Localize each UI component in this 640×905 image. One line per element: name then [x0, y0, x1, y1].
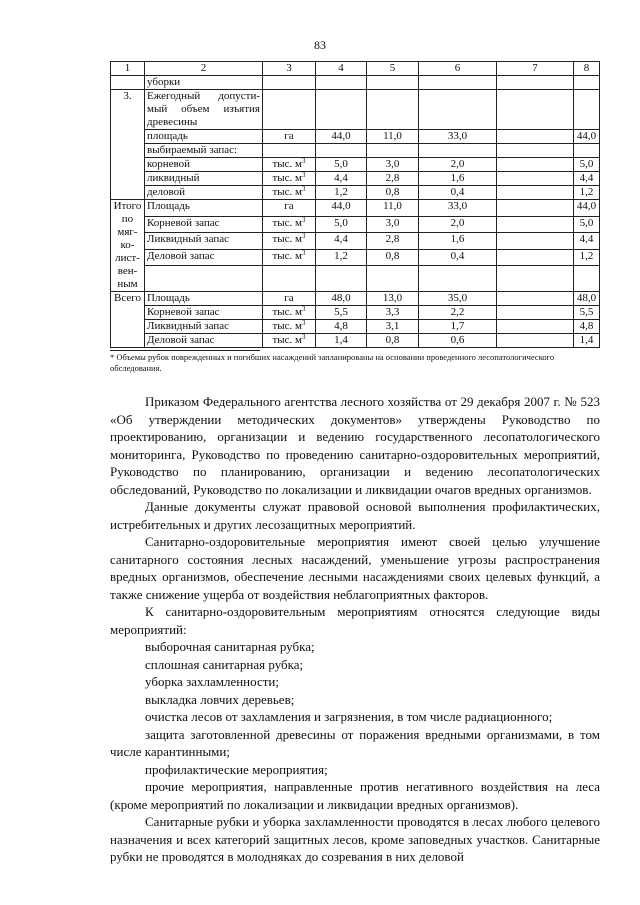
unit-text: тыс. м — [272, 320, 303, 332]
group-label-line: по мяг- — [117, 213, 138, 238]
cell-group — [111, 158, 145, 172]
cell-empty — [497, 266, 574, 292]
cell-empty — [497, 158, 574, 172]
unit-text: тыс. м — [272, 249, 303, 262]
cell-unit — [263, 292, 316, 306]
footnote-rule — [110, 350, 260, 351]
cell-value: 1,2 — [316, 249, 367, 266]
group-label-itogo — [111, 200, 145, 292]
col-header: 1 — [111, 62, 145, 76]
unit-superscript: 3 — [302, 157, 306, 165]
cell-unit — [263, 216, 316, 233]
unit-superscript: 3 — [302, 319, 306, 327]
cell-value: 0,8 — [367, 249, 419, 266]
cell-empty — [497, 249, 574, 266]
paragraph: Санитарные рубки и уборка захламленности проводятся в лесах любого целевого назначения и всех категорий защитных лесов, кроме заповедных участков. Санитарные рубки не проводятся в молодняках до созревания в них деловой — [110, 814, 600, 864]
table-header-row — [111, 62, 600, 76]
cell-empty — [497, 186, 574, 200]
list-item: сплошная санитарная рубка; — [145, 656, 304, 672]
table-row — [111, 266, 600, 292]
harvest-table — [110, 61, 600, 348]
cell-unit — [263, 306, 316, 320]
cell-label: Площадь — [145, 200, 263, 217]
paragraph: Санитарно-оздоровительные мероприятия имеют своей целью улучшение санитарного состояния лесных насаждений, уменьшение угрозы распространения вредных организмов, обеспечение лесными насаждениями своих целевых функций, а также снижение ущерба от воздействия неблагоприятных факторов. — [110, 534, 600, 602]
paragraph: Приказом Федерального агентства лесного хозяйства от 29 декабря 2007 г. № 523 «Об утверждении методических документов» утверждены Руководство по проектированию, организации и ведению государственного лесопатологического мониторинга, Руководство по проведению санитарно-оздоровительных мероприятий, Руководство по планированию, организации и ведению лесопатологических обследований, Руководство по локализации и ликвидации очагов вредных организмов. — [110, 394, 600, 497]
cell-value: 48,0 — [316, 292, 367, 306]
cell-value: 3,0 — [367, 216, 419, 233]
table-row — [111, 172, 600, 186]
cell-label: ликвидный — [145, 172, 263, 186]
cell-group — [111, 186, 145, 200]
table-row — [111, 292, 600, 306]
unit-text: тыс. м — [272, 216, 303, 229]
cell-value: 35,0 — [419, 292, 497, 306]
cell-empty — [497, 144, 574, 158]
cell-value: 2,0 — [419, 158, 497, 172]
table-row — [111, 144, 600, 158]
unit-text: тыс. м — [272, 158, 303, 170]
cell-unit — [263, 158, 316, 172]
table-row — [111, 306, 600, 320]
list-item: защита заготовленной древесины от поражения вредными организмами, в том числе карантинными; — [110, 726, 600, 759]
unit-superscript: 3 — [302, 171, 306, 179]
cell-group — [111, 130, 145, 144]
cell-value — [419, 144, 497, 158]
cell-empty — [145, 266, 263, 292]
cell-label: выбираемый запас: — [145, 144, 263, 158]
cell-value: 1,4 — [316, 334, 367, 348]
cell-empty — [367, 266, 419, 292]
list-item: уборка захламленности; — [145, 674, 279, 689]
unit-text: га — [284, 200, 294, 212]
cell-value: 4,4 — [574, 233, 600, 250]
list-item: выкладка ловчих деревьев; — [145, 691, 295, 707]
cell-empty — [497, 130, 574, 144]
table-row — [111, 90, 600, 130]
cell-label: корневой — [145, 158, 263, 172]
cell-empty — [497, 320, 574, 334]
cell-value: 1,2 — [316, 186, 367, 200]
cell-unit — [263, 172, 316, 186]
cell-value: 4,4 — [316, 233, 367, 250]
group-label-line: ным — [117, 278, 138, 290]
cell-value: 11,0 — [367, 130, 419, 144]
cell-empty — [263, 266, 316, 292]
cell-empty — [419, 266, 497, 292]
cell-value: 3,0 — [367, 158, 419, 172]
col-header: 2 — [145, 62, 263, 76]
cell-value: 0,4 — [419, 249, 497, 266]
group-label-line: вен- — [117, 265, 138, 277]
table-row — [111, 158, 600, 172]
table-row — [111, 200, 600, 217]
cell-unit — [263, 233, 316, 250]
cell-value: 3,3 — [367, 306, 419, 320]
paragraph: Данные документы служат правовой основой выполнения профилактических, истребительных и других лесозащитных мероприятий. — [110, 499, 600, 532]
cell-empty — [316, 266, 367, 292]
cell-value: 1,2 — [574, 249, 600, 266]
cell-value: 44,0 — [316, 130, 367, 144]
cell-value: 5,0 — [574, 158, 600, 172]
list-item: выборочная санитарная рубка; — [145, 639, 315, 654]
cell-unit — [263, 334, 316, 348]
footnote: * Объемы рубок поврежденных и погибших насаждений запланированы на основании проведенного лесопатологического обследования. — [110, 352, 555, 373]
group-label-line: лист- — [115, 252, 140, 264]
cell-empty — [497, 172, 574, 186]
cell-empty — [497, 233, 574, 250]
cell-unit — [263, 320, 316, 334]
cell-value — [367, 144, 419, 158]
cell-value: 1,4 — [574, 334, 600, 348]
cell-unit — [263, 186, 316, 200]
cell-label: Корневой запас — [145, 216, 263, 233]
cell-empty — [497, 200, 574, 217]
cell-unit — [263, 130, 316, 144]
title-line: мый объем изъятия — [147, 103, 260, 115]
group-label-line: ко- — [120, 239, 135, 251]
cell-value: 0,4 — [419, 186, 497, 200]
unit-superscript: 3 — [302, 305, 306, 313]
unit-text: га — [284, 130, 294, 142]
cell-value: 0,8 — [367, 334, 419, 348]
cell-empty — [497, 292, 574, 306]
body-text — [110, 393, 600, 866]
unit-text: тыс. м — [272, 334, 303, 346]
col-header: 8 — [574, 62, 600, 76]
cell-value: 1,6 — [419, 233, 497, 250]
cell-value — [574, 144, 600, 158]
cell-label: Деловой запас — [145, 249, 263, 266]
cell-value: 48,0 — [574, 292, 600, 306]
cell-value: 2,8 — [367, 172, 419, 186]
cell-group — [111, 144, 145, 158]
col-header: 3 — [263, 62, 316, 76]
table-row — [111, 216, 600, 233]
table-row — [111, 186, 600, 200]
table-row — [111, 334, 600, 348]
cell-value: 2,0 — [419, 216, 497, 233]
unit-text: тыс. м — [272, 306, 303, 318]
unit-superscript: 3 — [302, 185, 306, 193]
table-row — [111, 249, 600, 266]
cell-unit — [263, 200, 316, 217]
unit-text: тыс. м — [272, 233, 303, 245]
cell-value: 4,8 — [574, 320, 600, 334]
cell-value: 5,0 — [316, 216, 367, 233]
cell-value — [316, 144, 367, 158]
cell-empty — [497, 334, 574, 348]
list-item: очистка лесов от захламления и загрязнения, в том числе радиационного; — [145, 709, 553, 724]
cell-value: 0,6 — [419, 334, 497, 348]
unit-superscript: 3 — [302, 232, 306, 240]
cell-label: Площадь — [145, 292, 263, 306]
unit-superscript: 3 — [302, 333, 306, 341]
cell-value: 1,7 — [419, 320, 497, 334]
cell-empty — [574, 266, 600, 292]
cell-unit — [263, 249, 316, 266]
cell-value: 4,4 — [574, 172, 600, 186]
cell-value: 5,0 — [316, 158, 367, 172]
cell-value: 44,0 — [574, 200, 600, 217]
page-number: 83 — [314, 38, 326, 52]
cell-value: 11,0 — [367, 200, 419, 217]
cell-value: 1,6 — [419, 172, 497, 186]
row-number: 3. — [111, 90, 145, 130]
cell-label: Деловой запас — [145, 334, 263, 348]
cell-value: 4,4 — [316, 172, 367, 186]
cell-empty — [497, 306, 574, 320]
cell-value: 3,1 — [367, 320, 419, 334]
cell-label: уборки — [145, 76, 263, 90]
col-header: 7 — [497, 62, 574, 76]
cell-value: 44,0 — [316, 200, 367, 217]
cell-label: деловой — [145, 186, 263, 200]
unit-text: тыс. м — [272, 186, 303, 198]
cell-value: 13,0 — [367, 292, 419, 306]
cell-label: площадь — [145, 130, 263, 144]
title-line: древесины — [147, 116, 198, 128]
col-header: 4 — [316, 62, 367, 76]
table-row — [111, 233, 600, 250]
cell-group — [111, 172, 145, 186]
cell-value: 1,2 — [574, 186, 600, 200]
cell-empty — [497, 216, 574, 233]
cell-value: 44,0 — [574, 130, 600, 144]
cell-value: 4,8 — [316, 320, 367, 334]
unit-text: га — [284, 292, 294, 304]
cell-value: 5,5 — [316, 306, 367, 320]
list-item: прочие мероприятия, направленные против негативного воздействия на леса (кроме мероприятий по локализации и ликвидации вредных организмов). — [110, 779, 600, 812]
group-label-line: Итого — [113, 200, 142, 212]
table-row — [111, 130, 600, 144]
cell-value: 2,8 — [367, 233, 419, 250]
table-row — [111, 320, 600, 334]
unit-text: тыс. м — [272, 172, 303, 184]
cell-value: 33,0 — [419, 130, 497, 144]
unit-superscript: 3 — [302, 216, 306, 224]
cell-value: 33,0 — [419, 200, 497, 217]
group-label-vsego: Всего — [111, 292, 145, 348]
cell-value: 2,2 — [419, 306, 497, 320]
table-row — [111, 76, 600, 90]
cell-label: Ликвидный запас — [145, 233, 263, 250]
cell-value: 5,0 — [574, 216, 600, 233]
cell-title — [145, 90, 263, 130]
col-header: 6 — [419, 62, 497, 76]
col-header: 5 — [367, 62, 419, 76]
cell-label: Ликвидный запас — [145, 320, 263, 334]
paragraph: К санитарно-оздоровительным мероприятиям относятся следующие виды мероприятий: — [110, 604, 600, 637]
unit-superscript: 3 — [302, 249, 306, 257]
title-line: Ежегодный допусти- — [147, 90, 260, 102]
cell-value: 0,8 — [367, 186, 419, 200]
cell-label: Корневой запас — [145, 306, 263, 320]
list-item: профилактические мероприятия; — [145, 761, 328, 777]
cell-value: 5,5 — [574, 306, 600, 320]
cell-unit — [263, 144, 316, 158]
